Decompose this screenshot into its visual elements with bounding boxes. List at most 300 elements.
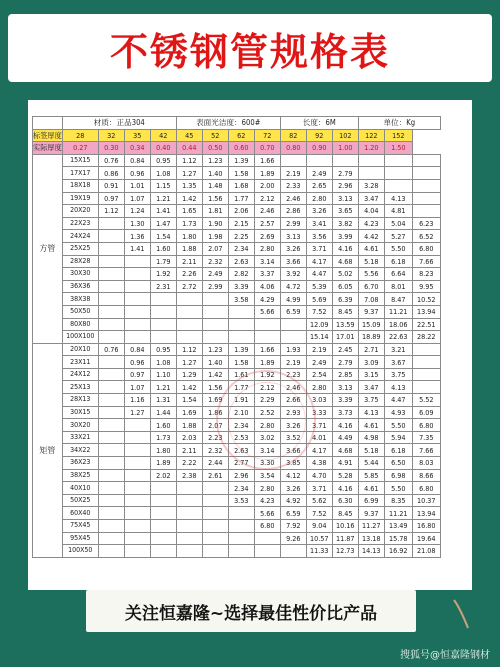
- weight-cell: 4.17: [306, 444, 332, 457]
- weight-cell: 1.08: [150, 356, 176, 369]
- weight-cell: [150, 545, 176, 558]
- weight-cell: 1.98: [202, 230, 228, 243]
- size-cell: 34X22: [62, 444, 98, 457]
- weight-cell: 1.73: [176, 217, 202, 230]
- weight-cell: [124, 255, 150, 268]
- weight-cell: 4.92: [280, 494, 306, 507]
- size-cell: 17X17: [62, 167, 98, 180]
- weight-cell: [254, 545, 280, 558]
- weight-cell: [412, 205, 440, 218]
- weight-cell: 2.10: [228, 406, 254, 419]
- weight-cell: 3.02: [254, 431, 280, 444]
- weight-cell: [98, 419, 124, 432]
- weight-cell: [280, 545, 306, 558]
- weight-cell: 4.01: [306, 431, 332, 444]
- weight-cell: [202, 482, 228, 495]
- weight-cell: [202, 305, 228, 318]
- standard-thickness-value: 35: [124, 129, 150, 142]
- pen-doodle-icon: [452, 598, 470, 630]
- weight-cell: 5.50: [384, 242, 412, 255]
- weight-cell: [412, 343, 440, 356]
- weight-cell: 1.27: [176, 356, 202, 369]
- weight-cell: 9.95: [412, 280, 440, 293]
- weight-cell: 1.41: [150, 205, 176, 218]
- weight-cell: 12.09: [306, 318, 332, 331]
- weight-cell: 4.13: [358, 406, 384, 419]
- weight-cell: [150, 520, 176, 533]
- weight-cell: 0.97: [98, 192, 124, 205]
- weight-cell: 1.65: [176, 205, 202, 218]
- weight-cell: [280, 331, 306, 344]
- weight-cell: 2.29: [254, 394, 280, 407]
- weight-cell: 11.21: [384, 305, 412, 318]
- weight-cell: 4.91: [332, 457, 358, 470]
- weight-cell: 18.89: [358, 331, 384, 344]
- weight-cell: [202, 494, 228, 507]
- weight-cell: [150, 331, 176, 344]
- weight-cell: 4.68: [332, 444, 358, 457]
- weight-cell: 1.69: [176, 406, 202, 419]
- weight-cell: 2.45: [332, 343, 358, 356]
- weight-cell: 6.59: [280, 507, 306, 520]
- size-cell: 23X11: [62, 356, 98, 369]
- size-cell: 22X23: [62, 217, 98, 230]
- weight-cell: 2.32: [202, 255, 228, 268]
- weight-cell: 2.52: [254, 406, 280, 419]
- weight-cell: 3.13: [332, 381, 358, 394]
- weight-cell: 2.80: [306, 192, 332, 205]
- weight-cell: 2.02: [150, 469, 176, 482]
- weight-cell: 1.81: [202, 205, 228, 218]
- standard-thickness-value: 152: [384, 129, 412, 142]
- weight-cell: [306, 154, 332, 167]
- weight-cell: 5.44: [358, 457, 384, 470]
- weight-cell: [228, 532, 254, 545]
- weight-cell: [124, 268, 150, 281]
- standard-thickness-value: 92: [306, 129, 332, 142]
- weight-cell: 1.42: [176, 381, 202, 394]
- weight-cell: [124, 293, 150, 306]
- size-cell: 75X45: [62, 520, 98, 533]
- weight-cell: 11.33: [306, 545, 332, 558]
- weight-cell: 3.33: [306, 406, 332, 419]
- weight-cell: 3.13: [280, 230, 306, 243]
- weight-cell: [202, 520, 228, 533]
- weight-cell: 11.87: [332, 532, 358, 545]
- actual-thickness-value: 0.90: [306, 142, 332, 155]
- size-cell: 60X40: [62, 507, 98, 520]
- weight-cell: 4.61: [358, 482, 384, 495]
- weight-cell: 2.72: [176, 280, 202, 293]
- weight-cell: 3.28: [358, 179, 384, 192]
- weight-cell: 5.66: [254, 507, 280, 520]
- weight-cell: 14.13: [358, 545, 384, 558]
- weight-cell: 1.23: [202, 343, 228, 356]
- weight-cell: 4.16: [332, 419, 358, 432]
- weight-cell: 5.39: [306, 280, 332, 293]
- title-banner: [8, 14, 492, 82]
- square-category-label: 方管: [33, 154, 63, 343]
- table-row: [33, 167, 441, 180]
- size-cell: 100X100: [62, 331, 98, 344]
- weight-cell: 1.89: [254, 167, 280, 180]
- weight-cell: 4.72: [280, 280, 306, 293]
- weight-cell: 2.49: [306, 167, 332, 180]
- weight-cell: 6.64: [384, 268, 412, 281]
- weight-cell: 1.27: [176, 167, 202, 180]
- weight-cell: [98, 230, 124, 243]
- unit-label: 单位：Kg: [358, 117, 440, 130]
- weight-cell: [176, 507, 202, 520]
- size-cell: 38X38: [62, 293, 98, 306]
- actual-thickness-value: 0.50: [202, 142, 228, 155]
- weight-cell: [124, 545, 150, 558]
- weight-cell: 3.14: [254, 444, 280, 457]
- weight-cell: 2.46: [280, 192, 306, 205]
- weight-cell: 2.07: [202, 419, 228, 432]
- weight-cell: 13.94: [412, 305, 440, 318]
- weight-cell: 3.52: [280, 431, 306, 444]
- table-row: [33, 469, 441, 482]
- weight-cell: 1.60: [150, 419, 176, 432]
- weight-cell: 6.18: [384, 255, 412, 268]
- actual-thickness-value: 0.40: [150, 142, 176, 155]
- weight-cell: 1.21: [150, 192, 176, 205]
- weight-cell: 3.99: [332, 230, 358, 243]
- weight-cell: 6.80: [412, 482, 440, 495]
- weight-cell: 2.57: [254, 217, 280, 230]
- weight-cell: 5.94: [384, 431, 412, 444]
- weight-cell: 5.50: [384, 482, 412, 495]
- actual-thickness-value: 1.20: [358, 142, 384, 155]
- table-row: [33, 268, 441, 281]
- standard-thickness-value: 52: [202, 129, 228, 142]
- weight-cell: 21.08: [412, 545, 440, 558]
- weight-cell: [98, 242, 124, 255]
- weight-cell: 0.76: [98, 154, 124, 167]
- footer-banner: [86, 590, 416, 632]
- weight-cell: 1.90: [202, 217, 228, 230]
- weight-cell: [202, 331, 228, 344]
- weight-cell: 2.33: [280, 179, 306, 192]
- weight-cell: 1.27: [124, 406, 150, 419]
- table-row: [33, 154, 441, 167]
- weight-cell: [412, 368, 440, 381]
- weight-cell: 4.99: [280, 293, 306, 306]
- size-cell: 95X45: [62, 532, 98, 545]
- weight-cell: 1.07: [124, 192, 150, 205]
- weight-cell: 6.50: [384, 457, 412, 470]
- weight-cell: 16.80: [412, 520, 440, 533]
- weight-cell: [176, 520, 202, 533]
- weight-cell: 5.18: [358, 255, 384, 268]
- size-cell: 20X20: [62, 205, 98, 218]
- weight-cell: 1.68: [228, 179, 254, 192]
- weight-cell: 6.99: [358, 494, 384, 507]
- standard-thickness-value: 82: [280, 129, 306, 142]
- weight-cell: 2.25: [228, 230, 254, 243]
- weight-cell: [412, 167, 440, 180]
- weight-cell: 1.91: [228, 394, 254, 407]
- weight-cell: [124, 280, 150, 293]
- weight-cell: [412, 154, 440, 167]
- weight-cell: 6.59: [280, 305, 306, 318]
- weight-cell: 2.19: [306, 343, 332, 356]
- table-row: [33, 230, 441, 243]
- table-row: [33, 179, 441, 192]
- weight-cell: [228, 331, 254, 344]
- weight-cell: [98, 532, 124, 545]
- weight-cell: 0.96: [124, 167, 150, 180]
- weight-cell: 4.06: [254, 280, 280, 293]
- weight-cell: 0.76: [98, 343, 124, 356]
- weight-cell: 1.79: [150, 255, 176, 268]
- weight-cell: [176, 482, 202, 495]
- weight-cell: 1.10: [150, 368, 176, 381]
- weight-cell: 3.26: [280, 482, 306, 495]
- weight-cell: [176, 532, 202, 545]
- weight-cell: 2.63: [228, 444, 254, 457]
- size-cell: 25X25: [62, 242, 98, 255]
- weight-cell: 2.49: [202, 268, 228, 281]
- table-row: [33, 242, 441, 255]
- weight-cell: [176, 494, 202, 507]
- weight-cell: 1.54: [150, 230, 176, 243]
- weight-cell: 3.85: [280, 457, 306, 470]
- weight-cell: 3.71: [306, 242, 332, 255]
- weight-cell: [150, 293, 176, 306]
- weight-cell: [98, 331, 124, 344]
- weight-cell: 5.28: [332, 469, 358, 482]
- weight-cell: 2.34: [228, 242, 254, 255]
- weight-cell: [384, 154, 412, 167]
- weight-cell: 8.03: [412, 457, 440, 470]
- weight-cell: [228, 507, 254, 520]
- weight-cell: [228, 520, 254, 533]
- weight-cell: 1.12: [176, 343, 202, 356]
- weight-cell: 0.91: [98, 179, 124, 192]
- weight-cell: 2.07: [202, 242, 228, 255]
- weight-cell: 1.69: [202, 394, 228, 407]
- weight-cell: 16.92: [384, 545, 412, 558]
- weight-cell: [150, 305, 176, 318]
- standard-thickness-row: [33, 129, 441, 142]
- weight-cell: 3.58: [228, 293, 254, 306]
- table-row: [33, 318, 441, 331]
- table-row: [33, 343, 441, 356]
- weight-cell: 13.94: [412, 507, 440, 520]
- standard-thickness-value: 32: [98, 129, 124, 142]
- weight-cell: 3.71: [306, 482, 332, 495]
- weight-cell: 1.80: [150, 444, 176, 457]
- weight-cell: 1.56: [202, 192, 228, 205]
- weight-cell: 3.30: [254, 457, 280, 470]
- weight-cell: [384, 167, 412, 180]
- weight-cell: 22.63: [384, 331, 412, 344]
- weight-cell: 2.46: [280, 381, 306, 394]
- weight-cell: 1.42: [202, 368, 228, 381]
- table-row: [33, 507, 441, 520]
- weight-cell: 0.84: [124, 154, 150, 167]
- weight-cell: 2.86: [280, 205, 306, 218]
- weight-cell: 2.82: [228, 268, 254, 281]
- weight-cell: 0.96: [124, 356, 150, 369]
- weight-cell: 7.08: [358, 293, 384, 306]
- weight-cell: [98, 268, 124, 281]
- weight-cell: 3.67: [384, 356, 412, 369]
- weight-cell: 2.19: [280, 167, 306, 180]
- weight-cell: [254, 532, 280, 545]
- weight-cell: 4.47: [384, 394, 412, 407]
- weight-cell: 4.49: [332, 431, 358, 444]
- weight-cell: 8.01: [384, 280, 412, 293]
- weight-cell: 2.99: [280, 217, 306, 230]
- weight-cell: 11.27: [358, 520, 384, 533]
- size-cell: 30X20: [62, 419, 98, 432]
- weight-cell: [124, 457, 150, 470]
- weight-cell: 2.54: [306, 368, 332, 381]
- weight-cell: 8.66: [412, 469, 440, 482]
- standard-thickness-value: 72: [254, 129, 280, 142]
- weight-cell: 4.12: [280, 469, 306, 482]
- weight-cell: 1.73: [150, 431, 176, 444]
- weight-cell: 0.95: [150, 154, 176, 167]
- weight-cell: [124, 444, 150, 457]
- weight-cell: [124, 318, 150, 331]
- weight-cell: [98, 293, 124, 306]
- weight-cell: 13.49: [384, 520, 412, 533]
- weight-cell: [98, 318, 124, 331]
- weight-cell: 5.52: [412, 394, 440, 407]
- weight-cell: [98, 545, 124, 558]
- weight-cell: 4.61: [358, 419, 384, 432]
- weight-cell: 2.11: [176, 255, 202, 268]
- weight-cell: 2.06: [228, 205, 254, 218]
- weight-cell: 4.16: [332, 482, 358, 495]
- weight-cell: 1.89: [254, 356, 280, 369]
- weight-cell: 2.34: [228, 482, 254, 495]
- weight-cell: [412, 356, 440, 369]
- weight-cell: 9.04: [306, 520, 332, 533]
- weight-cell: [254, 331, 280, 344]
- weight-cell: 3.09: [358, 356, 384, 369]
- weight-cell: [124, 482, 150, 495]
- finish-label: 表面光洁度：600#: [176, 117, 280, 130]
- weight-cell: 3.56: [306, 230, 332, 243]
- weight-cell: 11.21: [384, 507, 412, 520]
- weight-cell: [176, 545, 202, 558]
- weight-cell: 1.35: [176, 179, 202, 192]
- weight-cell: 2.66: [280, 394, 306, 407]
- weight-cell: 1.24: [124, 205, 150, 218]
- weight-cell: 8.45: [332, 305, 358, 318]
- header-row: [33, 117, 441, 130]
- weight-cell: 2.26: [176, 268, 202, 281]
- weight-cell: 6.30: [332, 494, 358, 507]
- weight-cell: 1.92: [150, 268, 176, 281]
- weight-cell: [98, 444, 124, 457]
- table-row: [33, 331, 441, 344]
- weight-cell: 1.08: [150, 167, 176, 180]
- weight-cell: 9.37: [358, 305, 384, 318]
- weight-cell: [98, 394, 124, 407]
- weight-cell: [98, 469, 124, 482]
- weight-cell: 4.23: [254, 494, 280, 507]
- weight-cell: 10.16: [332, 520, 358, 533]
- weight-cell: [124, 532, 150, 545]
- weight-cell: [124, 520, 150, 533]
- weight-cell: 18.06: [384, 318, 412, 331]
- weight-cell: 2.46: [254, 205, 280, 218]
- weight-cell: 0.86: [98, 167, 124, 180]
- weight-cell: 8.23: [412, 268, 440, 281]
- weight-cell: 1.56: [202, 381, 228, 394]
- weight-cell: 1.39: [228, 343, 254, 356]
- weight-cell: 13.18: [358, 532, 384, 545]
- rect-category-label: 矩管: [33, 343, 63, 557]
- weight-cell: [412, 381, 440, 394]
- size-cell: 80X80: [62, 318, 98, 331]
- weight-cell: 4.16: [332, 242, 358, 255]
- weight-cell: 2.93: [280, 406, 306, 419]
- actual-thickness-value: 0.70: [254, 142, 280, 155]
- size-cell: 24X24: [62, 230, 98, 243]
- weight-cell: 3.66: [280, 255, 306, 268]
- size-cell: 50X50: [62, 305, 98, 318]
- weight-cell: 1.86: [202, 406, 228, 419]
- weight-cell: 2.49: [306, 356, 332, 369]
- size-cell: 36X23: [62, 457, 98, 470]
- weight-cell: 1.80: [176, 230, 202, 243]
- weight-cell: [202, 532, 228, 545]
- weight-cell: 2.12: [254, 381, 280, 394]
- table-row: [33, 532, 441, 545]
- weight-cell: 6.70: [358, 280, 384, 293]
- weight-cell: 17.01: [332, 331, 358, 344]
- weight-cell: 4.23: [358, 217, 384, 230]
- weight-cell: [98, 280, 124, 293]
- weight-cell: 3.82: [332, 217, 358, 230]
- weight-cell: 2.22: [176, 457, 202, 470]
- weight-cell: 1.29: [176, 368, 202, 381]
- weight-cell: 2.15: [228, 217, 254, 230]
- actual-thickness-value: 0.34: [124, 142, 150, 155]
- weight-cell: 3.92: [280, 268, 306, 281]
- weight-cell: 7.52: [306, 305, 332, 318]
- weight-cell: 1.07: [124, 381, 150, 394]
- material-label: 材质：正品304: [62, 117, 176, 130]
- size-cell: 18X18: [62, 179, 98, 192]
- weight-cell: 2.80: [306, 381, 332, 394]
- weight-cell: 2.96: [228, 469, 254, 482]
- weight-cell: 2.53: [228, 431, 254, 444]
- weight-cell: [98, 520, 124, 533]
- table-row: [33, 545, 441, 558]
- weight-cell: 3.71: [306, 419, 332, 432]
- weight-cell: 22.51: [412, 318, 440, 331]
- weight-cell: [202, 318, 228, 331]
- weight-cell: 10.52: [412, 293, 440, 306]
- weight-cell: 1.23: [202, 154, 228, 167]
- weight-cell: 7.66: [412, 444, 440, 457]
- weight-cell: 2.34: [228, 419, 254, 432]
- weight-cell: 4.13: [384, 192, 412, 205]
- weight-cell: 10.37: [412, 494, 440, 507]
- weight-cell: 8.47: [384, 293, 412, 306]
- weight-cell: 1.88: [176, 419, 202, 432]
- table-row: [33, 255, 441, 268]
- actual-thickness-value: 0.27: [62, 142, 98, 155]
